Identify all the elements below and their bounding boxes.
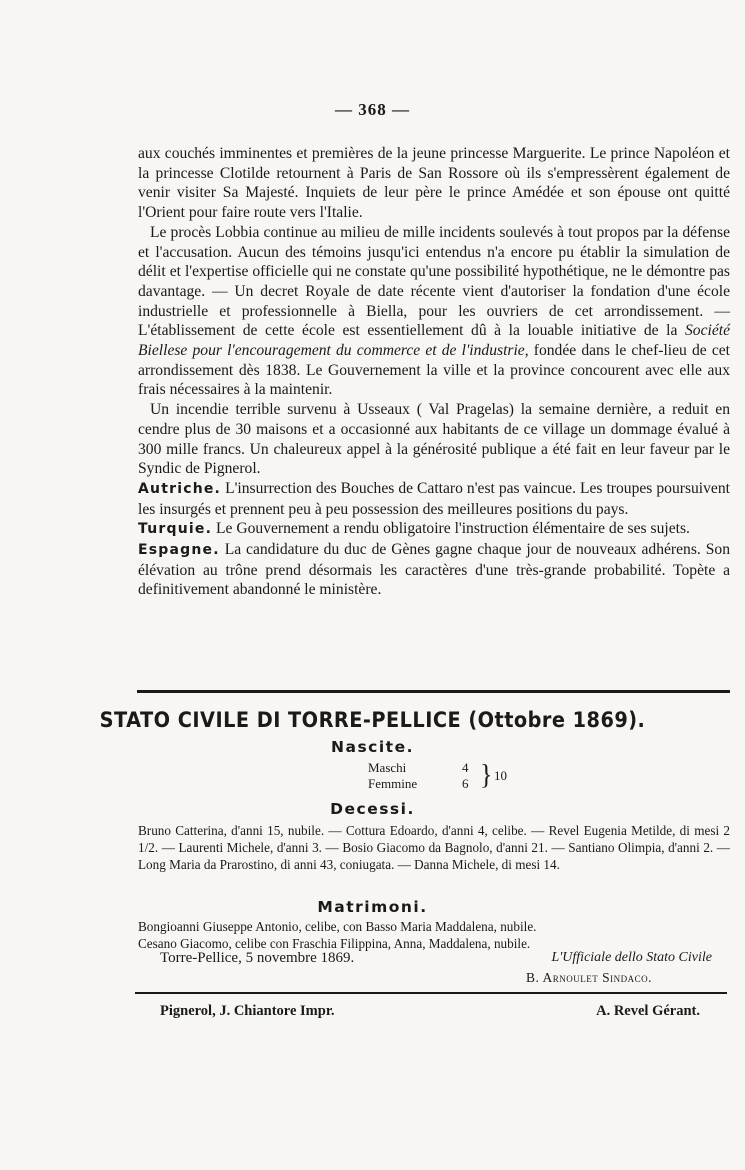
females-count: 6 xyxy=(462,776,469,791)
paragraph-text: aux couchés imminentes et premières de la jeune princesse Marguerite. Le prince Napoléon et la princesse Clotilde retournent à Paris de San Rossore où ils s'empressèrent également de venir visiter Sa Majesté. Inquiets de leur père le prince Amédée et son épouse ont quitté l'Orient pour faire route vers l'Italie. xyxy=(138,145,730,222)
nascite-heading: Nascite. xyxy=(331,738,414,756)
deaths-text: Bruno Catterina, d'anni 15, nubile. — Cottura Edoardo, d'anni 4, celibe. — Revel Eugenia Metilde, di mesi 2 1/2. — Laurenti Michele, d'anni 3. — Bosio Giacomo da Bagnolo, d'anni 21. — Santiano Olimpia, d'anni 2. — Long Maria da Prarostino, di anni 43, coniugata. — Danna Michele, di mesi 14. xyxy=(138,823,730,873)
birth-row-males xyxy=(368,760,482,776)
gerant-name: A. Revel Gérant. xyxy=(596,1003,700,1019)
decessi-heading: Decessi. xyxy=(330,800,415,818)
civil-register-title: STATO CIVILE DI TORRE-PELLICE (Ottobre 1869). xyxy=(99,708,646,732)
paragraph-text: , fondée dans le chef-lieu de cet arrondissement dès 1838. Le Gouvernement la ville et la province concourent avec elle aux frais nécessaires à la maintenir. xyxy=(138,342,731,399)
paragraph-text: L'insurrection des Bouches de Cattaro n'est pas vaincue. Les troupes poursuivent les insurgés et prennent peu à peu possession des meilleures positions du pays. xyxy=(138,479,730,518)
country-heading: Espagne. xyxy=(138,542,220,559)
males-count: 4 xyxy=(462,760,469,775)
males-label: Maschi xyxy=(368,760,407,775)
paragraph-autriche xyxy=(138,479,730,519)
paragraph-lobbia xyxy=(138,223,730,400)
society-name: Société Biellese pour l'encouragement du commerce et de l'industrie xyxy=(138,322,730,360)
paragraph-text: Le procès Lobbia continue au milieu de mille incidents soulevés à tout propos par la défense et l'accusation. Aucun des témoins jusqu'ici entendus n'a encore pu établir la simulation de délit et l'expertise officielle qui ne constate qu'une possibilité hypothétique, ne le démontre pas davantage. — Un decret Royale de date récente vient d'autoriser la fondation d'une école industrielle et professionnelle à Biella, pour les ouvriers de cet arrondissement. — L'établissement de cette école est essentiellement dû à la louable initiative de la xyxy=(138,223,730,340)
officer-name: B. Arnoulet Sindaco. xyxy=(526,970,653,985)
paragraph-espagne xyxy=(138,540,730,600)
marriage-entry: Cesano Giacomo, celibe con Fraschia Filippina, Anna, Maddalena, nubile. xyxy=(138,936,531,952)
country-heading: Autriche. xyxy=(138,480,222,497)
paragraph-turquie xyxy=(138,519,730,540)
deaths-list xyxy=(138,822,730,874)
news-body xyxy=(138,144,730,600)
births-total: 10 xyxy=(494,768,507,783)
paragraph-text: Le Gouvernement a rendu obligatoire l'instruction élémentaire de ses sujets. xyxy=(212,520,690,538)
paragraph-royal-family xyxy=(138,144,730,223)
footer-divider xyxy=(135,992,727,994)
signature-line xyxy=(160,950,712,967)
birth-row-females xyxy=(368,776,482,792)
birth-table xyxy=(368,760,482,792)
marriages-list xyxy=(138,918,730,952)
marriage-entry: Bongioanni Giuseppe Antonio, celibe, con Basso Maria Maddalena, nubile. xyxy=(138,919,537,934)
section-divider xyxy=(137,690,730,693)
matrimoni-heading: Matrimoni. xyxy=(317,898,428,916)
imprint-line xyxy=(160,1003,700,1020)
paragraph-usseaux-fire xyxy=(138,400,730,479)
country-heading: Turquie. xyxy=(138,521,213,538)
paragraph-text: Un incendie terrible survenu à Usseaux ( Val Pragelas) la semaine dernière, a reduit en cendre plus de 30 maisons et a occasionné aux habitants de ce village un dommage évalué à 300 mille francs. Un chaleureux appel à la générosité publique a été fait en leur faveur par le Syndic de Pignerol. xyxy=(138,401,730,478)
place-date: Torre-Pellice, 5 novembre 1869. xyxy=(160,950,355,966)
officer-title: L'Ufficiale dello Stato Civile xyxy=(551,950,712,965)
females-label: Femmine xyxy=(368,776,418,791)
printer-imprint: Pignerol, J. Chiantore Impr. xyxy=(160,1003,335,1019)
page-number: — 368 — xyxy=(335,100,410,119)
paragraph-text: La candidature du duc de Gènes gagne chaque jour de nouveaux adhérens. Son élévation au trône prend désormais les caractères d'une très-grande probabilité. Topète a definitivement abandonné le ministère. xyxy=(138,541,730,599)
brace-icon: } xyxy=(480,758,493,791)
